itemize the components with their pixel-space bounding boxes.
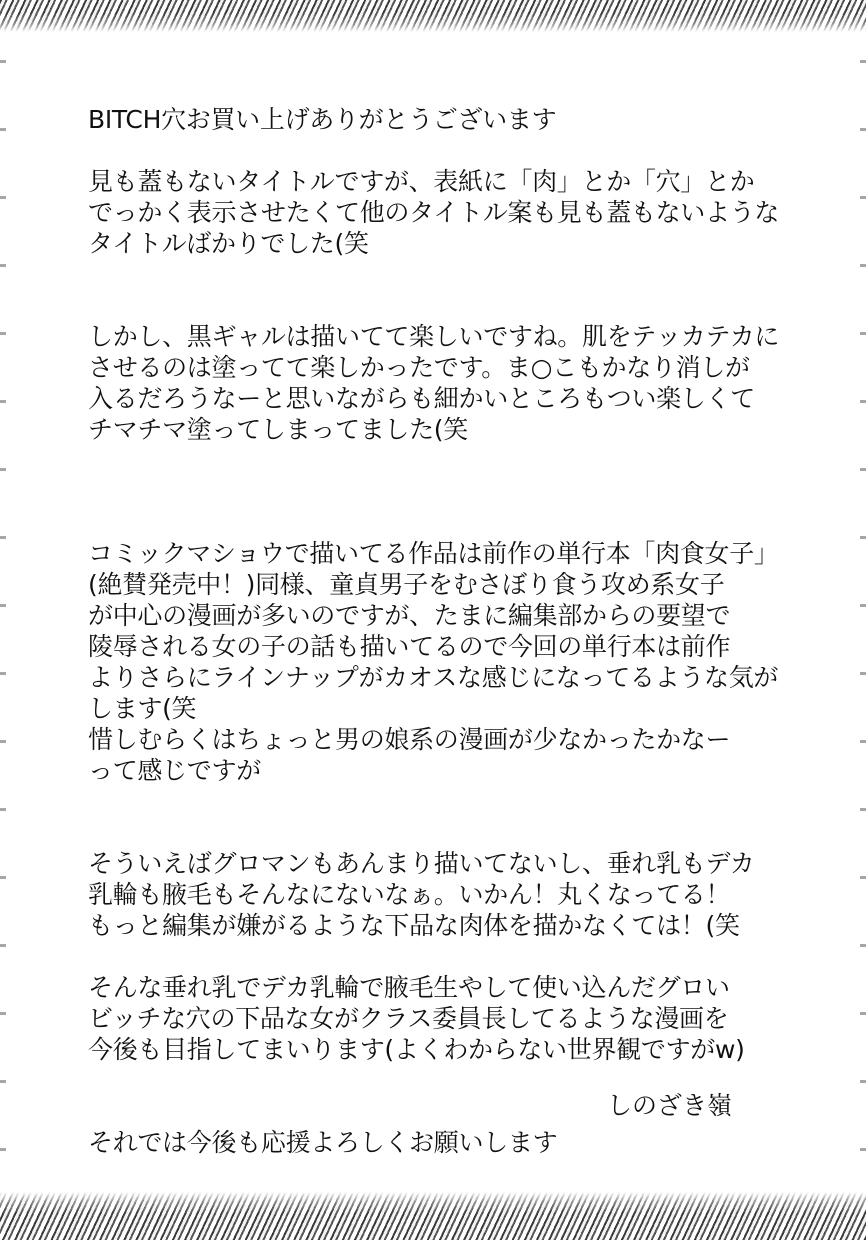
text-line: それでは今後も応援よろしくお願いします — [88, 1128, 558, 1157]
paragraph-goal — [88, 972, 808, 1065]
afterword-text — [88, 104, 808, 1158]
text-line: 陵辱される女の子の話も描いてるので今回の単行本は前作 — [88, 632, 731, 661]
paragraph-gal — [88, 321, 808, 445]
paragraph-title — [88, 166, 808, 259]
paragraph-closing — [88, 1127, 808, 1158]
text-line: チマチマ塗ってしまってました(笑 — [88, 415, 468, 444]
text-line: します(笑 — [88, 694, 197, 723]
text-line: って感じですが — [88, 756, 261, 785]
text-line: 今後も目指してまいります(よくわからない世界観ですがw) — [88, 1035, 745, 1064]
text-line: タイトルばかりでした(笑 — [88, 229, 369, 258]
right-edge-marks — [860, 60, 866, 1180]
text-line: 惜しむらくはちょっと男の娘系の漫画が少なかったかなー — [88, 725, 731, 754]
text-line: が中心の漫画が多いのですが、たまに編集部からの要望で — [88, 601, 731, 630]
text-line: させるのは塗ってて楽しかったです。ま○こもかなり消しが — [88, 353, 750, 382]
text-line: 見も蓋もないタイトルですが、表紙に「肉」とか「穴」とか — [88, 167, 755, 196]
text-line: でっかく表示させたくて他のタイトル案も見も蓋もないような — [88, 198, 780, 227]
left-edge-marks — [0, 60, 6, 1180]
text-line: よりさらにラインナップがカオスな感じになってるような気が — [88, 663, 779, 692]
bottom-screentone-border — [0, 1192, 866, 1240]
text-line: 入るだろうなーと思いながらも細かいところもつい楽しくて — [88, 384, 755, 413]
author-signature: しのざき嶺 — [607, 1091, 733, 1120]
text-line: (絶賛発売中！)同様、童貞男子をむさぼり食う攻め系女子 — [88, 570, 725, 599]
paragraph-works — [88, 538, 808, 786]
text-line: ビッチな穴の下品な女がクラス委員長してるような漫画を — [88, 1004, 729, 1033]
text-line: BITCH穴お買い上げありがとうございます — [88, 105, 557, 134]
text-line: もっと編集が嫌がるような下品な肉体を描かなくては！(笑 — [88, 911, 740, 940]
text-line: しかし、黒ギャルは描いてて楽しいですね。肌をテッカテカに — [88, 322, 780, 351]
top-screentone-border — [0, 0, 866, 32]
text-line: そんな垂れ乳でデカ乳輪で腋毛生やして使い込んだグロい — [88, 973, 730, 1002]
paragraph-thanks — [88, 104, 808, 135]
text-line: コミックマショウで描いてる作品は前作の単行本「肉食女子」 — [88, 539, 779, 568]
paragraph-style — [88, 848, 808, 941]
text-line: 乳輪も腋毛もそんなにないなぁ。いかん！丸くなってる！ — [88, 880, 731, 909]
text-line: そういえばグロマンもあんまり描いてないし、垂れ乳もデカ — [88, 849, 755, 878]
